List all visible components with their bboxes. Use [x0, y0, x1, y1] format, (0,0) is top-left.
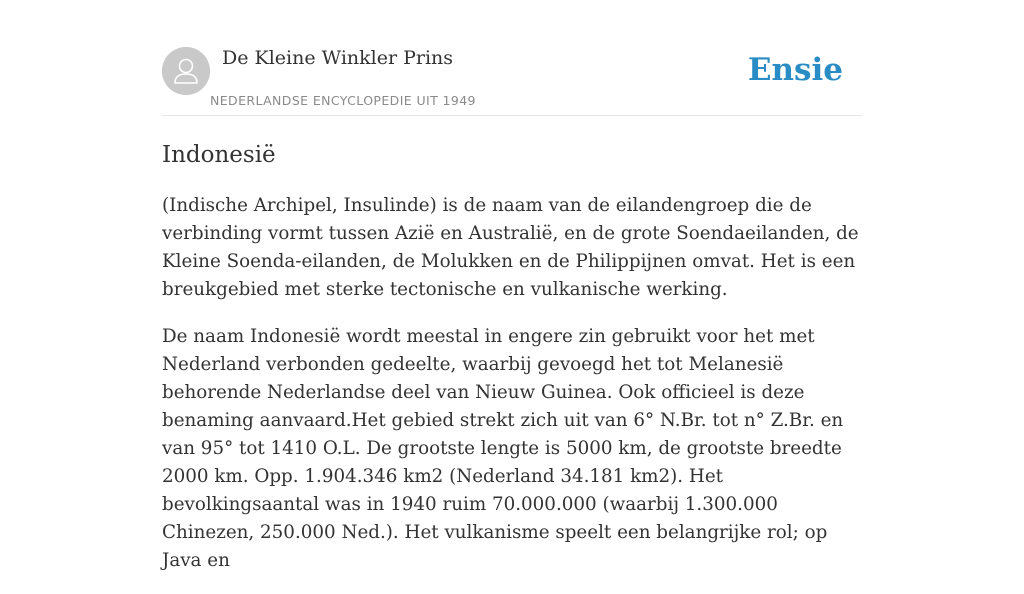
ensie-logo[interactable]: Ensie [747, 52, 843, 88]
article-paragraph: (Indische Archipel, Insulinde) is de naam van de eilandengroep die de verbinding vormt tussen Azië en Australië, en de grote Soendaeilanden, de Kleine Soenda-eilanden, de Molukken en de Philippijnen omvat. Het is een breukgebied met sterke tectonische en vulkanische werking. [162, 195, 859, 300]
page [162, 0, 862, 571]
article-body [162, 192, 862, 594]
user-icon-graphic [162, 47, 210, 95]
article-paragraph: De naam Indonesië wordt meestal in engere zin gebruikt voor het met Nederland verbonden gedeelte, waarbij gevoegd het tot Melanesië behorende Nederlandse deel van Nieuw Guinea. Ook officieel is deze benaming aanvaard.Het gebied strekt zich uit van 6° N.Br. tot n° Z.Br. en van 95° tot 1410 O.L. De grootste lengte is 5000 km, de grootste breedte 2000 km. Opp. 1.904.346 km2 (Nederland 34.181 km2). Het bevolkingsaantal was in 1940 ruim 70.000.000 (waarbij 1.300.000 Chinezen, 250.000 Ned.). Het vulkanisme speelt een belangrijke rol; op Java en [162, 326, 844, 571]
source-title[interactable]: De Kleine Winkler Prins [222, 47, 454, 69]
article-title: Indonesië [162, 142, 276, 168]
source-subtitle: NEDERLANDSE ENCYCLOPEDIE UIT 1949 [210, 93, 476, 108]
source-header [162, 0, 862, 116]
user-icon[interactable] [162, 47, 210, 95]
